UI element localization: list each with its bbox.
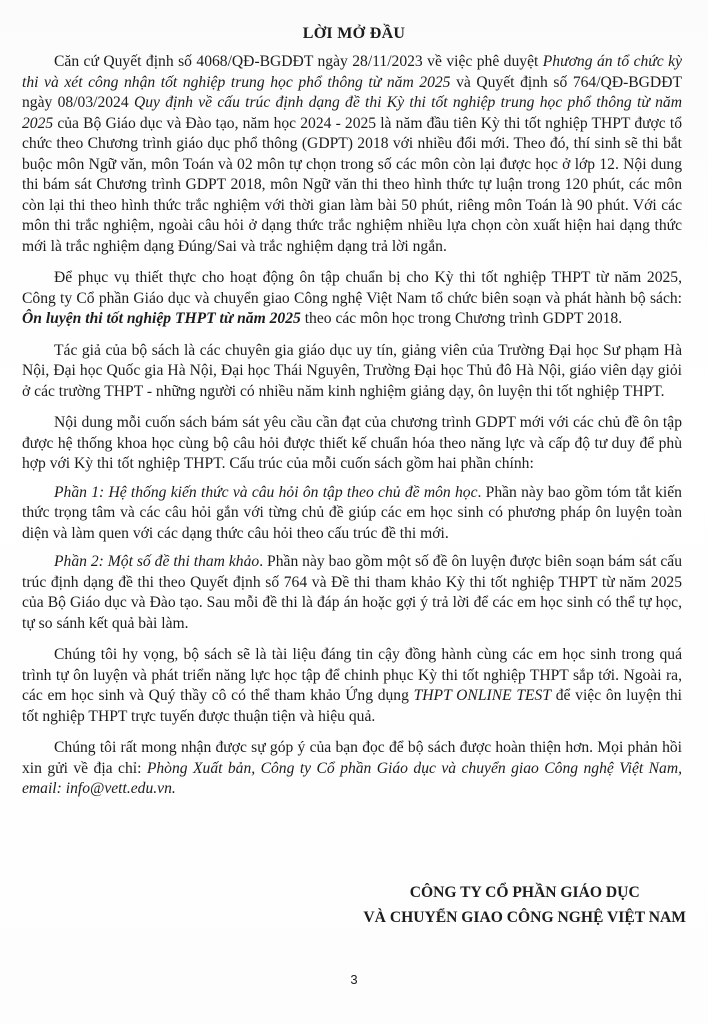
part-2-heading: Phần 2: Một số đề thi tham khảo [54,553,260,570]
app-name: THPT ONLINE TEST [413,687,552,704]
paragraph-1-italic-b: Quy định về cấu trúc định dạng đề thi Kỳ thi tốt nghiệp trung học phổ thông từ năm 2025 [22,94,682,132]
paragraph-part-1 [22,483,682,545]
paragraph-1-italic-a: Phương án tổ chức kỳ thi và xét công nhận tốt nghiệp trung học phổ thông từ năm 2025 [22,53,682,91]
publisher-signature [363,880,686,930]
paragraph-8-text: Chúng tôi rất mong nhận được sự góp ý của bạn đọc để bộ sách được hoàn thiện hơn. Mọi phản hồi xin gửi về địa chỉ: [22,739,682,777]
paragraph-7-text-b: để việc ôn luyện thi tốt nghiệp THPT trực tuyến được thuận tiện và hiệu quả. [22,687,682,725]
document-body [22,52,682,800]
part-1-text: . Phần này bao gồm tóm tắt kiến thức trọng tâm và các câu hỏi gắn với từng chủ đề giúp các em học sinh có phương pháp ôn luyện toàn diện và làm quen với các dạng thức câu hỏi theo cấu trúc đề thi mới. [22,483,682,542]
paragraph-1-text-a: Căn cứ Quyết định số 4068/QĐ-BGDĐT ngày 28/11/2023 về việc phê duyệt [54,53,543,70]
signature-line-2: VÀ CHUYỂN GIAO CÔNG NGHỆ VIỆT NAM [363,909,686,926]
part-2-text: . Phần này bao gồm một số đề ôn luyện được biên soạn bám sát cấu trúc định dạng đề thi theo Quyết định số 764 và Đề thi tham khảo Kỳ thi tốt nghiệp THPT từ năm 2025 của Bộ Giáo dục và Đào tạo. Sau mỗi đề thi là đáp án hoặc gợi ý trả lời để các em học sinh có thể tự học, tự so sánh kết quả bài làm. [22,553,682,632]
part-1-heading: Phần 1: Hệ thống kiến thức và câu hỏi ôn tập theo chủ đề môn học [54,483,478,501]
paragraph-3: Tác giả của bộ sách là các chuyên gia giáo dục uy tín, giảng viên của Trường Đại học Sư phạm Hà Nội, Đại học Quốc gia Hà Nội, Đại học Thái Nguyên, Trường Đại học Thủ đô Hà Nội, giáo viên dạy giỏi ở các trường THPT - những người có nhiều năm kinh nghiệm giảng dạy, ôn luyện thi tốt nghiệp THPT. [22,341,682,400]
page-number: 3 [350,972,358,987]
paragraph-1 [22,52,682,257]
signature-line-1: CÔNG TY CỔ PHẦN GIÁO DỤC [409,884,640,901]
paragraph-2-text-b: theo các môn học trong Chương trình GDPT 2018. [300,310,623,327]
page-title: LỜI MỞ ĐẦU [302,25,406,42]
paragraph-2-text-a: Để phục vụ thiết thực cho hoạt động ôn tập chuẩn bị cho Kỳ thi tốt nghiệp THPT từ năm 2025, Công ty Cổ phần Giáo dục và chuyển giao Công nghệ Việt Nam tổ chức biên soạn và phát hành bộ sách: [22,269,682,307]
paragraph-4: Nội dung mỗi cuốn sách bám sát yêu cầu cần đạt của chương trình GDPT mới với các chủ đề ôn tập được hệ thống khoa học cùng bộ câu hỏi được thiết kế chuẩn hóa theo năng lực và cấp độ tư duy để phù hợp với Kỳ thi tốt nghiệp THPT. Cấu trúc của mỗi cuốn sách gồm hai phần chính: [22,414,682,472]
paragraph-7-text-a: Chúng tôi hy vọng, bộ sách sẽ là tài liệu đáng tin cậy đồng hành cùng các em học sinh trong quá trình tự ôn luyện và phát triển năng lực học tập để chinh phục Kỳ thi tốt nghiệp THPT sắp tới. Ngoài ra, các em học sinh và Quý thầy cô có thể tham khảo Ứng dụng [22,646,682,704]
contact-address: Phòng Xuất bản, Công ty Cổ phần Giáo dục và chuyển giao Công nghệ Việt Nam, email: info@vett.edu.vn. [22,759,682,797]
paragraph-8 [22,738,682,800]
book-series-title: Ôn luyện thi tốt nghiệp THPT từ năm 2025 [22,310,301,327]
paragraph-2 [22,268,682,330]
paragraph-1-text-c: của Bộ Giáo dục và Đào tạo, năm học 2024 - 2025 là năm đầu tiên Kỳ thi tốt nghiệp THPT được tổ chức theo Chương trình giáo dục phổ thông (GDPT) 2018 với nhiều đổi mới. Theo đó, thí sinh sẽ thi bắt buộc môn Ngữ văn, môn Toán và 02 môn tự chọn trong số các môn còn lại được học ở lớp 12. Nội dung thi bám sát Chương trình GDPT 2018, môn Ngữ văn thi theo hình thức tự luận trong 120 phút, các môn còn lại thi theo hình thức trắc nghiệm với thời gian làm bài 50 phút, riêng môn Toán là 90 phút. Với các môn thi trắc nghiệm, ngoài câu hỏi ở dạng thức trắc nghiệm nhiều lựa chọn còn xuất hiện hai dạng thức mới là trắc nghiệm dạng Đúng/Sai và trắc nghiệm dạng trả lời ngắn. [22,114,682,255]
paragraph-part-2 [22,552,682,634]
paragraph-7 [22,645,682,727]
paragraph-1-text-b: và Quyết định số 764/QĐ-BGDĐT ngày 08/03/2024 [22,73,682,111]
